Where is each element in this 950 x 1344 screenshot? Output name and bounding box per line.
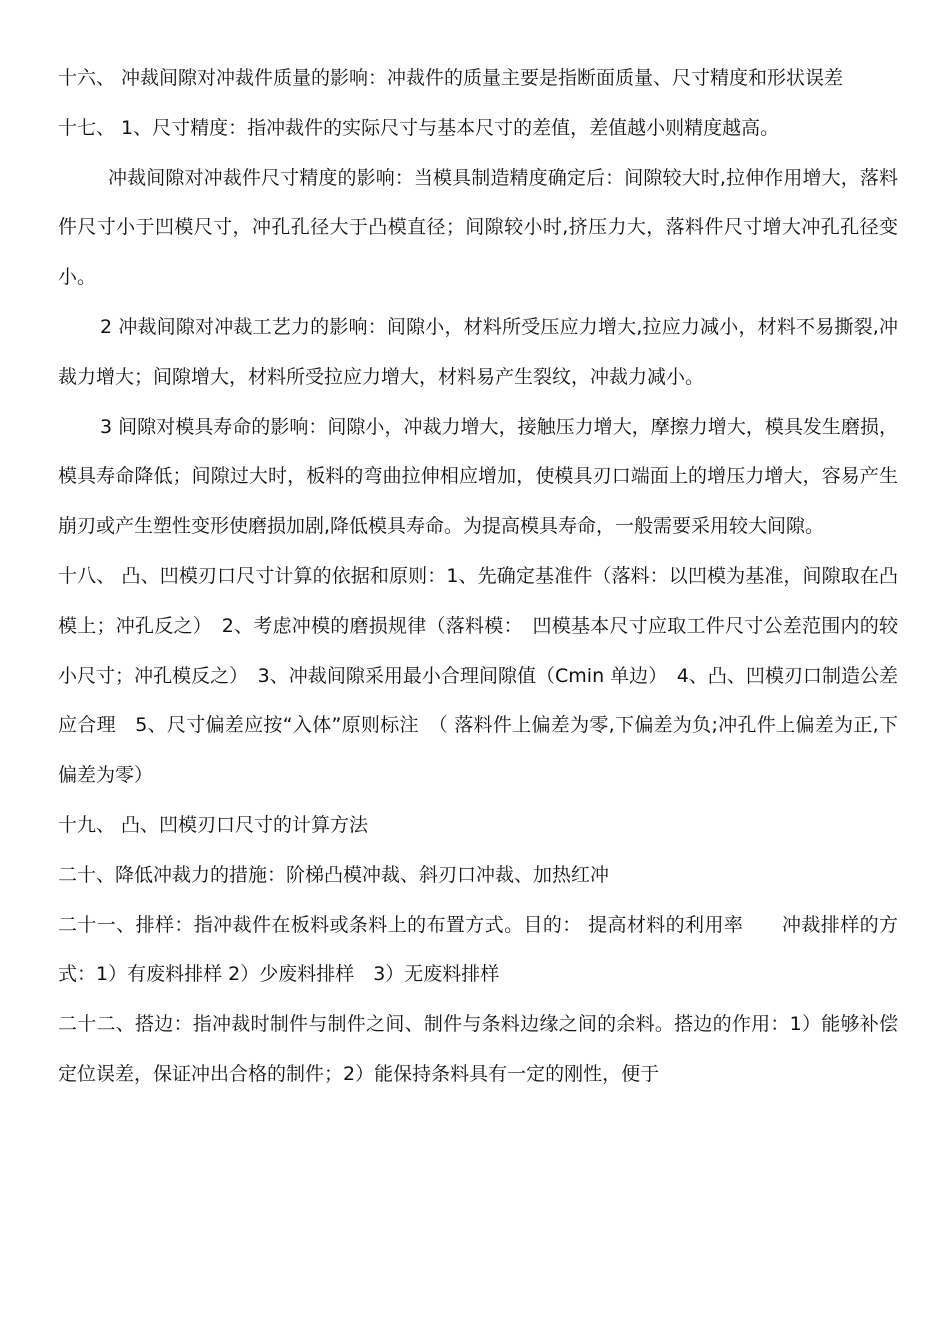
section-16-paragraph: 十六、 冲裁间隙对冲裁件质量的影响：冲裁件的质量主要是指断面质量、尺寸精度和形状误差	[58, 67, 844, 89]
section-22-paragraph: 二十二、搭边：指冲裁时制件与制件之间、制件与条料边缘之间的余料。搭边的作用：1）能够补偿定位误差，保证冲出合格的制件；2）能保持条料具有一定的刚性，便于	[58, 1013, 898, 1085]
section-18-paragraph: 十八、 凸、凹模刃口尺寸计算的依据和原则：1、先确定基准件（落料：以凹模为基准，间隙取在凸模上；冲孔反之） 2、考虑冲模的磨损规律（落料模： 凹模基本尺寸应取工件尺寸公差范围内的较小尺寸；冲孔模反之） 3、冲裁间隙采用最小合理间隙值（Cmin 单边） 4、凸、凹模刃口制造公差应合理 5、尺寸偏差应按“入体”原则标注 （ 落料件上偏差为零,下偏差为负;冲孔件上偏差为正,下偏差为零）	[58, 564, 898, 787]
section-17-paragraph: 十七、 1、尺寸精度：指冲裁件的实际尺寸与基本尺寸的差值，差值越小则精度越高。	[58, 116, 780, 139]
clearance-force-paragraph: 2 冲裁间隙对冲裁工艺力的影响：间隙小，材料所受压应力增大,拉应力减小，材料不易撕裂,冲裁力增大；间隙增大，材料所受拉应力增大，材料易产生裂纹，冲裁力减小。	[58, 315, 898, 388]
clearance-die-life-paragraph: 3 间隙对模具寿命的影响：间隙小，冲裁力增大，接触压力增大，摩擦力增大，模具发生磨损，模具寿命降低；间隙过大时，板料的弯曲拉伸相应增加，使模具刃口端面上的增压力增大，容易产生崩刃或产生塑性变形使磨损加剧,降低模具寿命。为提高模具寿命，一般需要采用较大间隙。	[58, 415, 898, 538]
section-20-paragraph: 二十、降低冲裁力的措施：阶梯凸模冲裁、斜刃口冲裁、加热红冲	[58, 863, 610, 886]
section-21-paragraph: 二十一、排样：指冲裁件在板料或条料上的布置方式。目的： 提高材料的利用率 冲裁排样的方式：1）有废料排样 2）少废料排样 3）无废料排样	[58, 913, 898, 986]
clearance-precision-paragraph: 冲裁间隙对冲裁件尺寸精度的影响：当模具制造精度确定后：间隙较大时,拉伸作用增大，落料件尺寸小于凹模尺寸，冲孔孔径大于凸模直径；间隙较小时,挤压力大，落料件尺寸增大冲孔孔径变小。	[58, 166, 898, 289]
document-page	[58, 54, 898, 1100]
section-19-paragraph: 十九、 凸、凹模刃口尺寸的计算方法	[58, 813, 369, 836]
